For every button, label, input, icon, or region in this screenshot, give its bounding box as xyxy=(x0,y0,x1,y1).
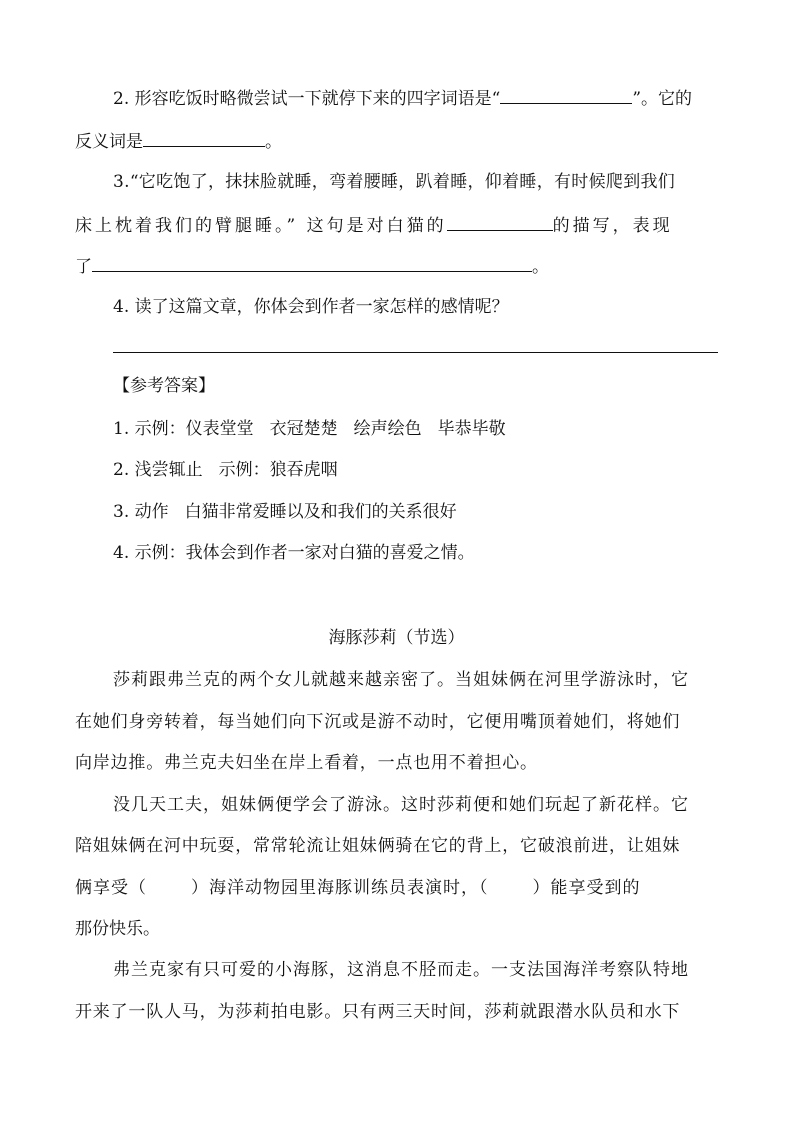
q3-text-3: 了 xyxy=(75,257,92,277)
answers-heading-text: 【参考答案】 xyxy=(113,376,215,396)
q3-text-2-after: 的描写，表现 xyxy=(552,216,673,236)
passage-text: 弗兰克家有只可爱的小海豚，这消息不胫而走。一支法国海洋考察队特地 xyxy=(113,960,689,980)
answer-3 xyxy=(113,500,457,524)
passage-text: ）海洋动物园里海豚训练员表演时，（ xyxy=(191,878,489,898)
q3-text-1: 3.“它吃饱了，抹抹脸就睡，弯着腰睡，趴着睡，仰着睡，有时候爬到我们 xyxy=(113,172,676,192)
passage-line xyxy=(75,710,680,734)
passage-title: 海豚莎莉（节选） xyxy=(328,628,465,648)
passage-text: 在她们身旁转着，每当她们向下沉或是游不动时，它便用嘴顶着她们，将她们 xyxy=(75,712,681,732)
answer-1-label: 1. 示例： xyxy=(113,419,186,439)
answer-4-text: 4. 示例：我体会到作者一家对白猫的喜爱之情。 xyxy=(113,543,475,563)
q2-line2 xyxy=(75,128,282,154)
passage-text: 没几天工夫，姐妹俩便学会了游泳。这时莎莉便和她们玩起了新花样。它 xyxy=(113,795,689,815)
q4-line1 xyxy=(113,295,509,319)
q4-text: 4. 读了这篇文章，你体会到作者一家怎样的感情呢？ xyxy=(113,297,509,317)
q2-blank-2[interactable] xyxy=(143,128,265,147)
passage-text: 莎莉跟弗兰克的两个女儿就越来越亲密了。当姐妹俩在河里学游泳时，它 xyxy=(113,670,689,690)
passage-text: ）能享受到的 xyxy=(532,878,641,898)
q3-line1 xyxy=(113,170,675,194)
passage-text: 开来了一队人马，为莎莉拍电影。只有两三天时间，莎莉就跟潜水队员和水下 xyxy=(75,1002,681,1022)
passage-text: 向岸边推。弗兰克夫妇坐在岸上看着，一点也用不着担心。 xyxy=(75,753,538,773)
passage-line xyxy=(75,1000,680,1024)
q2-text: 2. 形容吃饭时略微尝试一下就停下来的四字词语是“ xyxy=(113,89,501,109)
passage-text: 俩享受（ xyxy=(75,878,147,898)
answer-1-item: 绘声绘色 xyxy=(353,419,422,439)
passage-line xyxy=(75,834,680,858)
q2-line2-end: 。 xyxy=(265,132,282,152)
answer-3-label: 3. 动作 xyxy=(113,502,169,522)
q4-answer-line[interactable] xyxy=(113,352,718,353)
passage-line xyxy=(113,668,689,692)
answer-1-item: 毕恭毕敬 xyxy=(437,419,506,439)
answer-1 xyxy=(113,417,506,441)
answer-2-example: 示例：狼吞虎咽 xyxy=(218,460,338,480)
answer-4 xyxy=(113,541,475,565)
answer-1-item: 仪表堂堂 xyxy=(185,419,254,439)
q3-text-3-end: 。 xyxy=(532,257,549,277)
q2-blank-1[interactable] xyxy=(500,85,632,104)
q3-blank-1[interactable] xyxy=(447,212,553,231)
passage-text: 那份快乐。 xyxy=(75,919,160,939)
q2-line2-text: 反义词是 xyxy=(75,132,143,152)
answers-heading xyxy=(113,374,215,398)
answer-2-label: 2. 浅尝辄止 xyxy=(113,460,203,480)
answer-1-item: 衣冠楚楚 xyxy=(269,419,338,439)
passage-line xyxy=(113,958,689,982)
passage-line xyxy=(75,917,160,941)
q2-line1 xyxy=(113,85,692,111)
q3-line2 xyxy=(75,212,673,238)
answer-2 xyxy=(113,458,338,482)
q3-text-2: 床上枕着我们的臂腿睡。” 这句是对白猫的 xyxy=(75,216,447,236)
passage-text: 陪姐妹俩在河中玩耍，常常轮流让姐妹俩骑在它的背上，它破浪前进，让姐妹 xyxy=(75,836,681,856)
passage-line xyxy=(75,751,538,775)
q3-blank-2[interactable] xyxy=(92,253,532,272)
answer-3-text: 白猫非常爱睡以及和我们的关系很好 xyxy=(184,502,457,522)
passage-line xyxy=(113,793,689,817)
q3-line3 xyxy=(75,253,549,279)
q2-text-after: ”。它的 xyxy=(632,89,693,109)
passage-line xyxy=(75,876,641,900)
